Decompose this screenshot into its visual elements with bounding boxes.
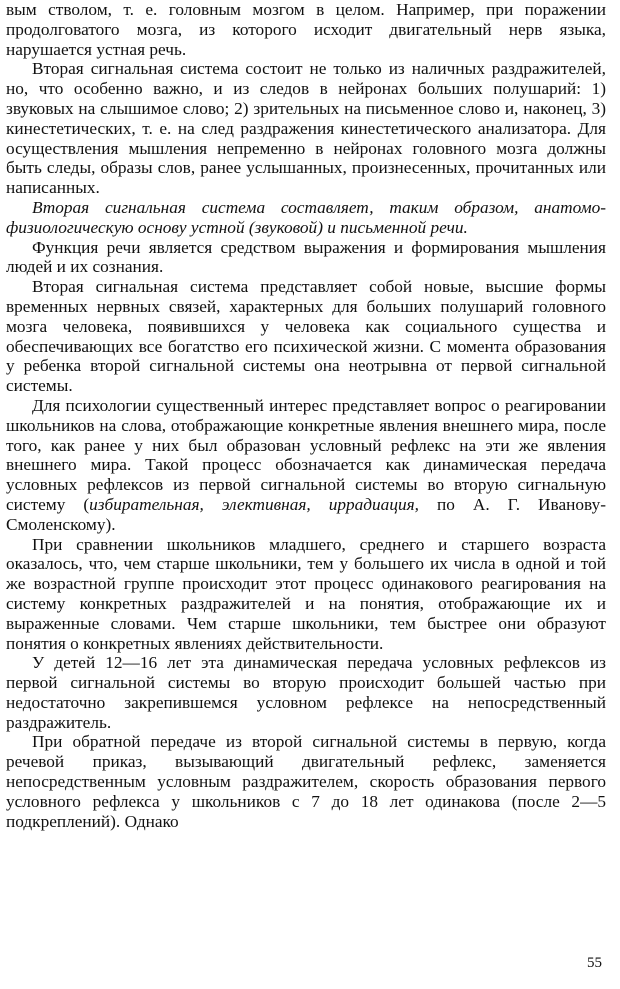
paragraph-italic-conclusion: Вторая сигнальная система составляет, таким образом, анатомо-физиологическую основу устной (звуковой) и письменной речи.	[6, 197, 606, 237]
paragraph-continuation: вым стволом, т. е. головным мозгом в целом. Например, при поражении продолговатого мозга, из которого исходит двигательный нерв языка, нарушается устная речь.	[6, 0, 606, 59]
book-page	[6, 0, 606, 989]
page-number: 55	[587, 955, 602, 971]
paragraph-children-12-16: У детей 12—16 лет эта динамическая передача условных рефлексов из первой сигнальной системы во вторую происходит большей частью при недостаточно закрепившемся условном рефлексе на непосредственный раздражитель.	[6, 653, 606, 732]
paragraph-age-comparison: При сравнении школьников младшего, среднего и старшего возраста оказалось, что, чем старше школьники, тем у большего их числа в одной и той же возрастной группе происходит этот процесс одинакового реагирования на систему конкретных раздражителей и на понятия, отображающие их и выраженные словами. Чем старше школьники, тем быстрее они образуют понятия о конкретных явлениях действительности.	[6, 534, 606, 653]
page-body	[6, 0, 606, 831]
paragraph-reverse-transfer: При обратной передаче из второй сигнальной системы в первую, когда речевой приказ, вызывающий двигательный рефлекс, заменяется непосредственным условным раздражителем, скорость образования первого условного рефлекса у школьников с 7 до 18 лет одинакова (после 2—5 подкреплений). Однако	[6, 732, 606, 831]
paragraph-higher-forms: Вторая сигнальная система представляет собой новые, высшие формы временных нервных связей, характерных для больших полушарий головного мозга человека, появившихся у человека как социального существа и обеспечивающих все богатство его психической жизни. С момента образования у ребенка второй сигнальной системы она неотрывна от первой сигнальной системы.	[6, 277, 606, 396]
paragraph-psychology-interest	[6, 396, 606, 535]
paragraph-second-signal-system-composition: Вторая сигнальная система состоит не только из наличных раздражителей, но, что особенно важно, и из следов в нейронах больших полушарий: 1) звуковых на слышимое слово; 2) зрительных на письменное слово и, наконец, 3) кинестетических, т. е. на след раздражения кинестетического анализатора. Для осуществления мышления непременно в нейронах головного мозга должны быть следы, образы слов, ранее услышанных, произнесенных, прочитанных или написанных.	[6, 59, 606, 198]
paragraph-text-after: по А. Г. Иванову-Смоленскому).	[6, 494, 606, 534]
paragraph-speech-function: Функция речи является средством выражения и формирования мышления людей и их сознания.	[6, 237, 606, 277]
paragraph-italic-terms: избирательная, элективная, иррадиация,	[89, 494, 419, 514]
paragraph-text-before: Для психологии существенный интерес представляет вопрос о реагировании школьников на слова, отображающие конкретные явления внешнего мира, после того, как ранее у них был образован условный рефлекс на эти же явления внешнего мира. Такой процесс обозначается как динамическая передача условных рефлексов из первой сигнальной системы во вторую сигнальную систему (	[6, 395, 606, 514]
